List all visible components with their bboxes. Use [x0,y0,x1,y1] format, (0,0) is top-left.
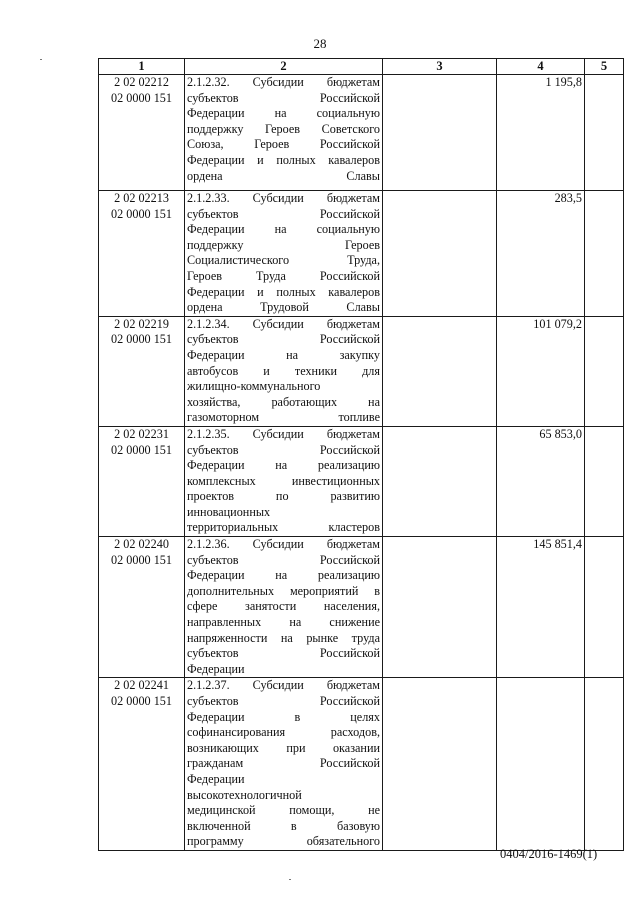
amount-cell: 283,5 [497,191,585,317]
table-body [99,75,624,851]
code-line: 2 02 02231 [114,426,169,441]
description-line: 2.1.2.32. Субсидии бюджетам [187,75,380,89]
description-line: Федерации на социальную [187,106,380,121]
description-line: Федерации [187,661,245,676]
scan-speck [289,879,291,880]
table-row [99,678,624,851]
classification-code-cell [99,75,185,191]
col5-cell [585,316,624,426]
description-line: 2.1.2.33. Субсидии бюджетам [187,191,380,205]
amount-cell: 101 079,2 [497,316,585,426]
description-line: поддержку Героев [187,237,380,252]
description-line: гражданам Российской [187,756,380,771]
description-line: инновационных [187,504,271,519]
description-line: Союза, Героев Российской [187,137,380,152]
amount-cell: 65 853,0 [497,426,585,536]
description-line: Федерации на реализацию [187,458,380,473]
description-line: софинансирования расходов, [187,725,380,740]
description-line: субъектов Российской [187,646,380,661]
col5-cell [585,537,624,678]
description-line: Федерации в целях [187,709,380,724]
description-line: 2.1.2.36. Субсидии бюджетам [187,537,380,552]
description-line: субъектов Российской [187,90,380,105]
description-line: возникающих при оказании [187,740,380,755]
description-line: проектов по развитию [187,489,380,504]
code-line: 2 02 02240 [114,537,169,552]
description-line: Федерации на реализацию [187,568,380,583]
description-line: комплексных инвестиционных [187,473,380,488]
description-line: Федерации [187,771,245,786]
amount-cell [497,678,585,851]
code-line: 02 0000 151 [111,552,172,567]
col3-cell [383,316,497,426]
description-line: территориальных кластеров [187,520,380,535]
description-cell [185,316,383,426]
code-line: 2 02 02213 [114,191,169,205]
description-line: включенной в базовую [187,818,380,833]
classification-code-cell [99,426,185,536]
description-cell [185,426,383,536]
description-line: Федерации на социальную [187,222,380,237]
col3-cell [383,191,497,317]
code-line: 2 02 02212 [114,75,169,89]
description-line: ордена Трудовой Славы [187,300,380,315]
col5-cell [585,75,624,191]
code-line: 2 02 02241 [114,678,169,693]
table-row [99,75,624,191]
col3-cell [383,426,497,536]
description-line: субъектов Российской [187,206,380,221]
description-line: субъектов Российской [187,694,380,708]
description-line: ордена Славы [187,168,380,183]
header-col-3: 3 [383,59,497,75]
table-row [99,537,624,678]
table-row [99,316,624,426]
description-line: Социалистического Труда, [187,253,380,268]
classification-code-cell [99,316,185,426]
code-line: 02 0000 151 [111,90,172,105]
description-cell [185,537,383,678]
description-line: 2.1.2.34. Субсидии бюджетам [187,316,380,331]
description-line: жилищно-коммунального [187,379,321,394]
description-line: высокотехнологичной [187,787,302,802]
description-line: дополнительных мероприятий в [187,583,380,598]
header-col-2: 2 [185,59,383,75]
description-line: напряженности на рынке труда [187,630,380,645]
code-line: 02 0000 151 [111,206,172,221]
table-row [99,191,624,317]
classification-code-cell [99,191,185,317]
description-line: субъектов Российской [187,552,380,567]
description-line: субъектов Российской [187,442,380,457]
description-line: поддержку Героев Советского [187,121,380,136]
amount-cell: 145 851,4 [497,537,585,678]
description-line: автобусов и техники для [187,363,380,378]
description-line: программу обязательного [187,834,380,849]
description-cell [185,75,383,191]
col5-cell [585,426,624,536]
description-line: Федерации на закупку [187,347,380,362]
description-line: субъектов Российской [187,332,380,347]
code-line: 02 0000 151 [111,694,172,708]
description-line: направленных на снижение [187,615,380,630]
description-line: Героев Труда Российской [187,268,380,283]
description-cell [185,191,383,317]
description-line: хозяйства, работающих на [187,394,380,409]
code-line: 02 0000 151 [111,442,172,457]
page-number: 28 [313,36,327,51]
table-header-row [99,59,624,75]
description-line: 2.1.2.37. Субсидии бюджетам [187,678,380,693]
header-col-4: 4 [497,59,585,75]
code-line: 02 0000 151 [111,332,172,347]
header-col-1: 1 [99,59,185,75]
classification-code-cell [99,537,185,678]
description-cell [185,678,383,851]
amount-cell: 1 195,8 [497,75,585,191]
description-line: газомоторном топливе [187,410,380,425]
col5-cell [585,191,624,317]
description-line: Федерации и полных кавалеров [187,284,380,299]
description-line: сфере занятости населения, [187,599,380,614]
col3-cell [383,678,497,851]
table-row [99,426,624,536]
col3-cell [383,75,497,191]
description-line: Федерации и полных кавалеров [187,152,380,167]
scan-speck [40,59,42,60]
code-line: 2 02 02219 [114,316,169,331]
description-line: медицинской помощи, не [187,803,380,818]
budget-table [98,58,624,851]
col3-cell [383,537,497,678]
col5-cell [585,678,624,851]
classification-code-cell [99,678,185,851]
document-code: 0404/2016-1469(1) [500,847,598,861]
header-col-5: 5 [585,59,624,75]
description-line: 2.1.2.35. Субсидии бюджетам [187,426,380,441]
